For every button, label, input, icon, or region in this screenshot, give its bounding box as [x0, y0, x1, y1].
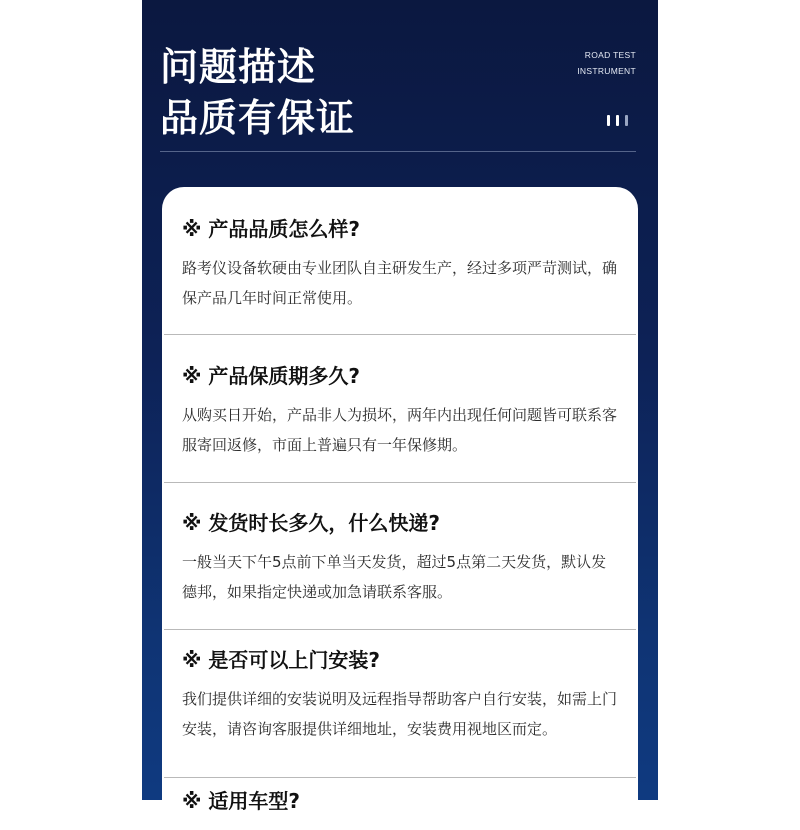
faq-item-shipping: [182, 511, 620, 607]
faq-poster: [142, 0, 658, 813]
headline-line-1: 问题描述: [160, 45, 317, 89]
faq-answer: 我们提供详细的安装说明及远程指导帮助客户自行安装，如需上门安装，请咨询客服提供详细地址，安装费用视地区而定。: [182, 690, 618, 738]
faq-question: ※ 适用车型?: [182, 789, 301, 813]
brand-line-2: INSTRUMENT: [577, 66, 636, 76]
faq-item-vehicle: [182, 789, 620, 813]
faq-question: ※ 产品品质怎么样?: [182, 217, 361, 241]
faq-item-warranty: [182, 364, 620, 460]
faq-question: ※ 发货时长多久，什么快递?: [182, 511, 441, 535]
faq-answer: 从购买日开始，产品非人为损坏，两年内出现任何问题皆可联系客服寄回返修，市面上普遍只有一年保修期。: [182, 406, 618, 454]
faq-divider: [164, 334, 636, 335]
faq-question: ※ 是否可以上门安装?: [182, 648, 381, 672]
faq-answer: 一般当天下午5点前下单当天发货，超过5点第二天发货，默认发德邦，如果指定快递或加急请联系客服。: [182, 553, 607, 601]
faq-item-installation: [182, 648, 620, 744]
faq-divider: [164, 777, 636, 778]
faq-divider: [164, 482, 636, 483]
decorative-bars-icon: [607, 115, 628, 126]
faq-answer: 路考仪设备软硬由专业团队自主研发生产，经过多项严苛测试，确保产品几年时间正常使用。: [182, 259, 618, 307]
faq-card: [162, 187, 638, 830]
faq-item-quality: [182, 217, 620, 313]
brand-line-1: ROAD TEST: [584, 50, 636, 60]
faq-question: ※ 产品保质期多久?: [182, 364, 361, 388]
faq-divider: [164, 629, 636, 630]
headline-line-2: 品质有保证: [160, 96, 356, 140]
header-divider: [160, 151, 636, 152]
